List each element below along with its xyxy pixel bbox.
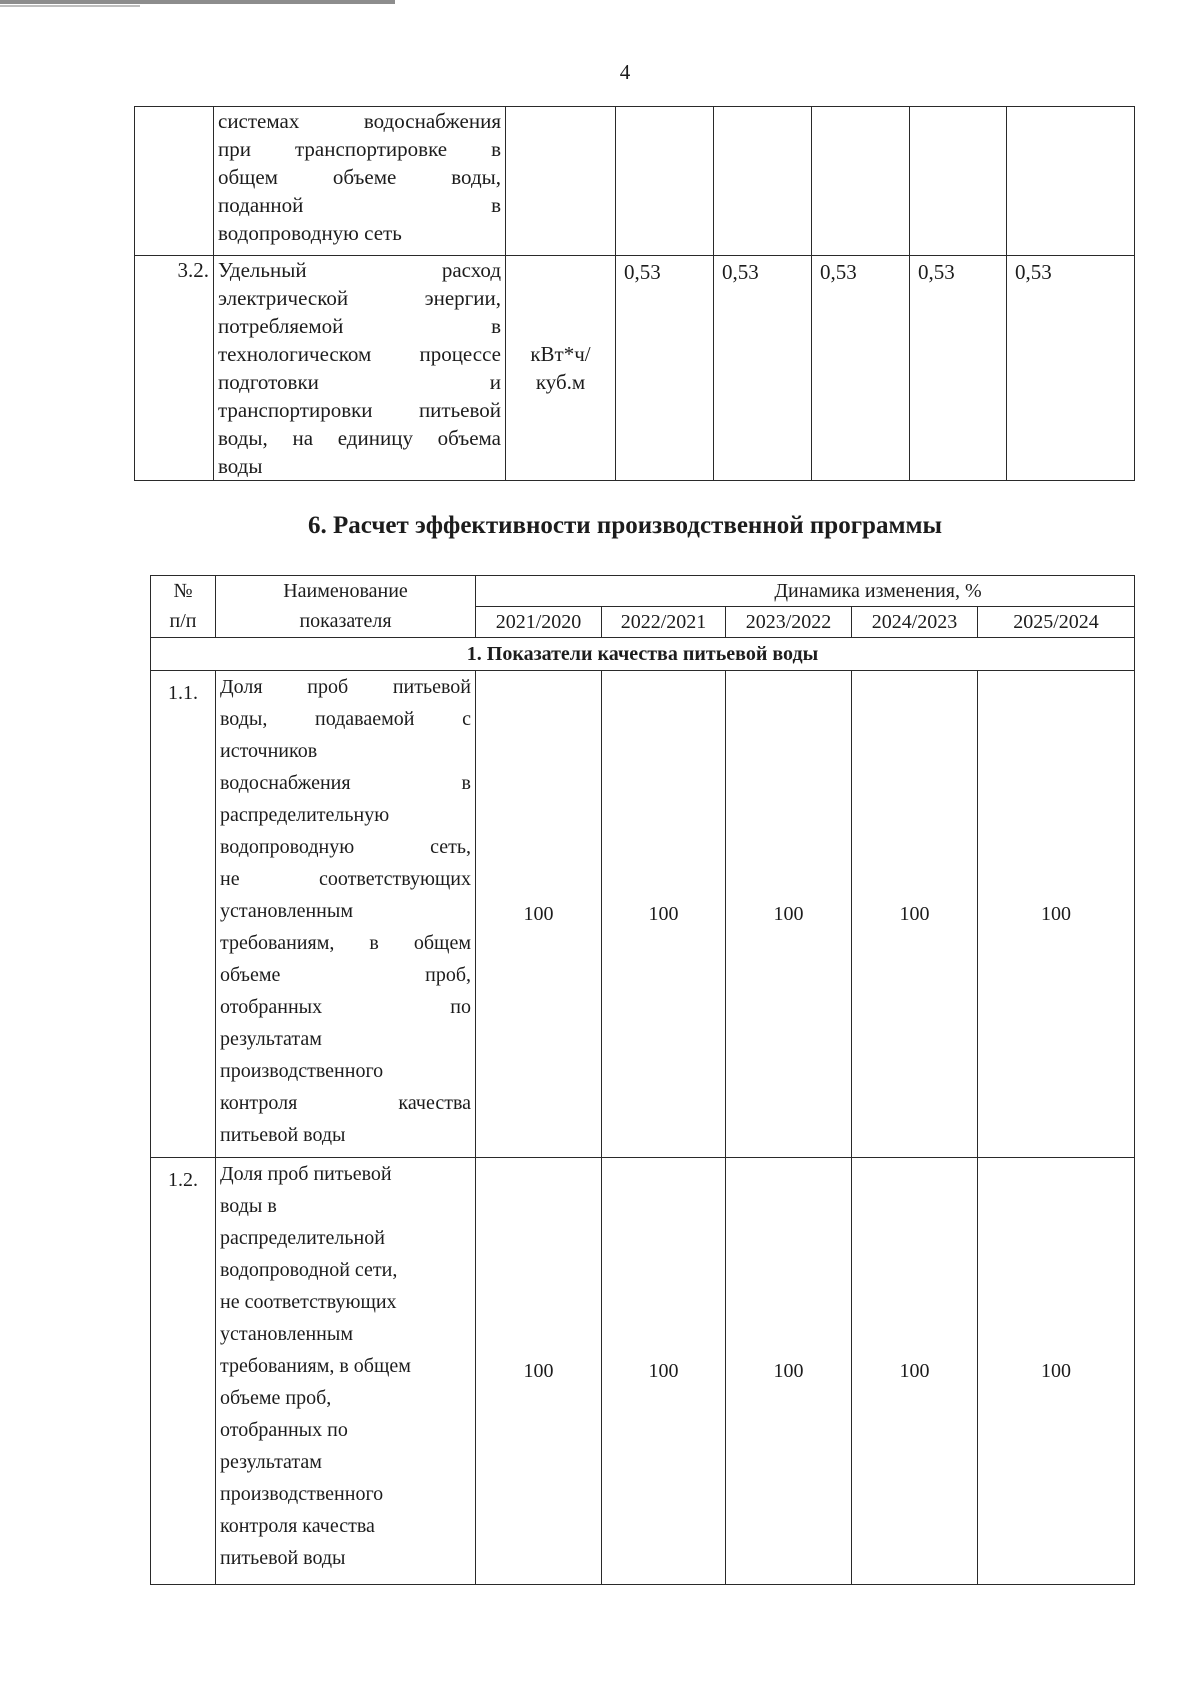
- name-line: установленным: [220, 900, 353, 922]
- scan-edge-mark-secondary: [0, 5, 140, 7]
- name-line: требованиям, в общем: [220, 932, 471, 954]
- indicator-name-cell: [214, 107, 506, 256]
- name-line: результатам: [220, 1451, 322, 1473]
- header-year-cell: 2021/2020: [476, 607, 602, 638]
- value-cell: 100: [726, 1158, 852, 1585]
- value-cell: 0,53: [812, 256, 910, 481]
- page-number: 4: [619, 60, 631, 84]
- name-line: общем объеме воды,: [218, 165, 501, 189]
- value-cell: 100: [978, 1158, 1135, 1585]
- name-line: объеме проб,: [220, 1387, 332, 1409]
- value-cell: 100: [476, 671, 602, 1158]
- value-cell: 100: [602, 1158, 726, 1585]
- value-cell: [910, 107, 1007, 256]
- efficiency-table: [150, 575, 1135, 1585]
- header-num-line: №: [173, 580, 193, 602]
- header-dynamics-cell: Динамика изменения, %: [476, 576, 1135, 607]
- value-cell: 100: [852, 1158, 978, 1585]
- value-cell: 100: [852, 671, 978, 1158]
- name-line: воды, подаваемой с: [220, 708, 471, 730]
- row-number-cell: [135, 107, 214, 256]
- name-line: установленным: [220, 1323, 353, 1345]
- name-line: не соответствующих: [220, 1291, 397, 1313]
- header-row: [151, 576, 1135, 607]
- value-cell: 0,53: [616, 256, 714, 481]
- value-cell: 100: [726, 671, 852, 1158]
- header-name-cell: [216, 576, 476, 638]
- table-row: [135, 256, 1135, 481]
- name-line: воды: [218, 454, 263, 478]
- name-line: контроля качества: [220, 1092, 471, 1114]
- name-line: питьевой воды: [220, 1547, 346, 1569]
- name-line: водопроводную сеть,: [220, 836, 471, 858]
- header-num-line: п/п: [169, 610, 197, 632]
- name-line: не соответствующих: [220, 868, 471, 890]
- name-line: технологическом процессе: [218, 342, 501, 366]
- row-number-cell: 1.1.: [151, 671, 216, 1158]
- table-row: [135, 107, 1135, 256]
- table-row: [151, 1158, 1135, 1585]
- indicators-table-continued: [134, 106, 1135, 481]
- value-cell: [812, 107, 910, 256]
- name-line: производственного: [220, 1483, 384, 1505]
- header-year-cell: 2024/2023: [852, 607, 978, 638]
- table-row: [151, 671, 1135, 1158]
- name-line: Доля проб питьевой: [220, 1163, 392, 1185]
- name-line: воды в: [220, 1195, 277, 1217]
- name-line: подготовки и: [218, 370, 501, 394]
- name-line: воды, на единицу объема: [218, 426, 501, 450]
- name-line: потребляемой в: [218, 314, 501, 338]
- name-line: электрической энергии,: [218, 286, 501, 310]
- unit-cell: [506, 107, 616, 256]
- name-line: питьевой воды: [220, 1124, 346, 1146]
- header-name-line: Наименование: [283, 580, 408, 602]
- header-year-cell: 2023/2022: [726, 607, 852, 638]
- unit-cell: [506, 256, 616, 481]
- name-line: Доля проб питьевой: [220, 676, 471, 698]
- section-title: 6. Расчет эффективности производственной программы: [307, 512, 943, 539]
- name-line: транспортировки питьевой: [218, 398, 501, 422]
- scan-edge-mark: [0, 0, 395, 4]
- value-cell: 0,53: [910, 256, 1007, 481]
- header-year-cell: 2022/2021: [602, 607, 726, 638]
- row-number-cell: 3.2.: [135, 256, 214, 481]
- indicator-name-cell: [216, 1158, 476, 1585]
- name-line: источников: [220, 740, 318, 762]
- value-cell: [1007, 107, 1135, 256]
- name-line: объеме проб,: [220, 964, 471, 986]
- indicator-name-cell: [216, 671, 476, 1158]
- header-num-cell: [151, 576, 216, 638]
- name-line: производственного: [220, 1060, 384, 1082]
- name-line: при транспортировке в: [218, 137, 501, 161]
- name-line: отобранных по: [220, 996, 471, 1018]
- name-line: водопроводной сети,: [220, 1259, 398, 1281]
- value-cell: 0,53: [1007, 256, 1135, 481]
- name-line: контроля качества: [220, 1515, 375, 1537]
- name-line: отобранных по: [220, 1419, 348, 1441]
- indicator-name-cell: [214, 256, 506, 481]
- value-cell: 100: [602, 671, 726, 1158]
- row-number-cell: 1.2.: [151, 1158, 216, 1585]
- category-row: [151, 638, 1135, 671]
- name-line: системах водоснабжения: [218, 109, 501, 133]
- name-line: водопроводную сеть: [218, 221, 402, 245]
- unit-line: куб.м: [535, 370, 586, 394]
- value-cell: [714, 107, 812, 256]
- value-cell: 100: [476, 1158, 602, 1585]
- name-line: Удельный расход: [218, 258, 501, 282]
- name-line: распределительную: [220, 804, 390, 826]
- value-cell: 0,53: [714, 256, 812, 481]
- category-cell: 1. Показатели качества питьевой воды: [151, 638, 1135, 671]
- value-cell: [616, 107, 714, 256]
- header-year-cell: 2025/2024: [978, 607, 1135, 638]
- name-line: водоснабжения в: [220, 772, 471, 794]
- name-line: поданной в: [218, 193, 501, 217]
- header-name-line: показателя: [299, 610, 392, 632]
- unit-line: кВт*ч/: [530, 342, 591, 366]
- value-cell: 100: [978, 671, 1135, 1158]
- name-line: результатам: [220, 1028, 322, 1050]
- name-line: требованиям, в общем: [220, 1355, 411, 1377]
- name-line: распределительной: [220, 1227, 385, 1249]
